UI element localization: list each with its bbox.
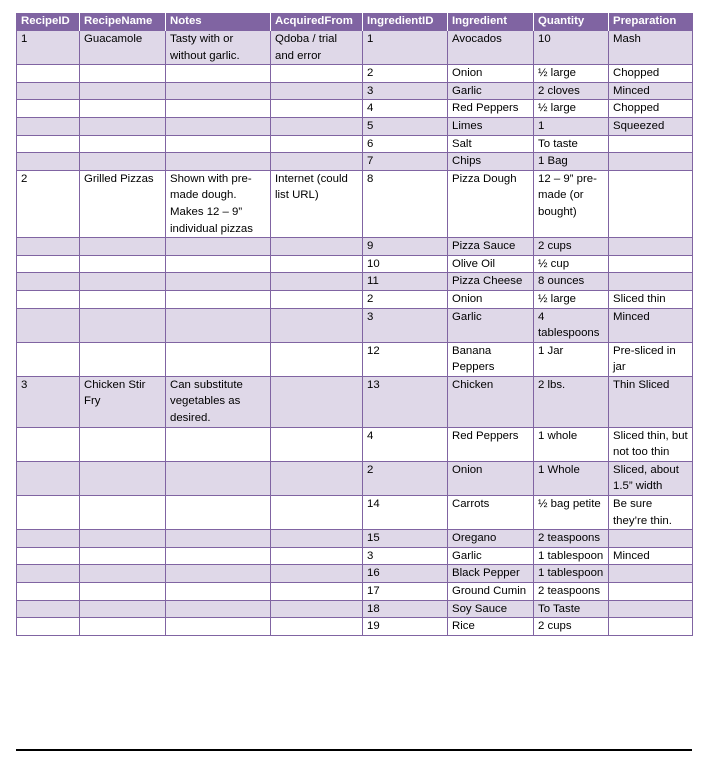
ingredient-cell: Ground Cumin <box>448 583 534 601</box>
notes-cell <box>166 427 271 461</box>
ingredient-cell: Banana Peppers <box>448 342 534 376</box>
recipe-name-cell <box>80 273 166 291</box>
notes-cell <box>166 530 271 548</box>
ingredient-cell: Soy Sauce <box>448 600 534 618</box>
quantity-cell: To taste <box>534 135 609 153</box>
ingredient-cell: Olive Oil <box>448 255 534 273</box>
recipe-name-cell <box>80 65 166 83</box>
ingredient-cell: Rice <box>448 618 534 636</box>
ingredient-id-cell: 5 <box>363 117 448 135</box>
acquired-from-cell <box>271 82 363 100</box>
header-notes: Notes <box>166 13 271 31</box>
preparation-cell: Sliced thin <box>609 290 693 308</box>
preparation-cell <box>609 255 693 273</box>
ingredient-id-cell: 6 <box>363 135 448 153</box>
recipe-name-cell <box>80 342 166 376</box>
preparation-cell: Sliced thin, but not too thin <box>609 427 693 461</box>
notes-cell <box>166 65 271 83</box>
recipe-id-cell <box>17 135 80 153</box>
ingredient-cell: Garlic <box>448 308 534 342</box>
table-row <box>17 255 693 273</box>
ingredient-id-cell: 14 <box>363 496 448 530</box>
recipe-name-cell <box>80 100 166 118</box>
quantity-cell: 4 tablespoons <box>534 308 609 342</box>
acquired-from-cell <box>271 530 363 548</box>
acquired-from-cell <box>271 600 363 618</box>
table-row <box>17 238 693 256</box>
quantity-cell: 8 ounces <box>534 273 609 291</box>
acquired-from-cell <box>271 153 363 171</box>
ingredient-id-cell: 3 <box>363 308 448 342</box>
quantity-cell: 10 <box>534 31 609 65</box>
ingredient-cell: Onion <box>448 290 534 308</box>
ingredient-id-cell: 13 <box>363 376 448 427</box>
recipe-name-cell <box>80 82 166 100</box>
ingredient-id-cell: 17 <box>363 583 448 601</box>
ingredient-cell: Pizza Sauce <box>448 238 534 256</box>
notes-cell <box>166 153 271 171</box>
header-ingredient: Ingredient <box>448 13 534 31</box>
quantity-cell: 1 Jar <box>534 342 609 376</box>
ingredient-cell: Red Peppers <box>448 100 534 118</box>
recipe-id-cell <box>17 82 80 100</box>
recipe-id-cell <box>17 427 80 461</box>
preparation-cell: Thin Sliced <box>609 376 693 427</box>
table-row <box>17 530 693 548</box>
header-row <box>17 13 693 31</box>
notes-cell <box>166 273 271 291</box>
preparation-cell <box>609 238 693 256</box>
quantity-cell: 12 – 9” pre-made (or bought) <box>534 170 609 237</box>
recipe-id-cell <box>17 583 80 601</box>
ingredient-cell: Black Pepper <box>448 565 534 583</box>
header-acquired-from: AcquiredFrom <box>271 13 363 31</box>
recipe-id-cell: 3 <box>17 376 80 427</box>
ingredient-id-cell: 16 <box>363 565 448 583</box>
recipe-name-cell <box>80 565 166 583</box>
quantity-cell: 2 cups <box>534 238 609 256</box>
ingredient-cell: Garlic <box>448 547 534 565</box>
acquired-from-cell <box>271 308 363 342</box>
table-row <box>17 565 693 583</box>
recipe-id-cell <box>17 238 80 256</box>
ingredient-cell: Onion <box>448 461 534 495</box>
notes-cell <box>166 100 271 118</box>
quantity-cell: 1 tablespoon <box>534 565 609 583</box>
ingredient-id-cell: 7 <box>363 153 448 171</box>
table-body <box>17 31 693 636</box>
ingredient-id-cell: 8 <box>363 170 448 237</box>
ingredient-id-cell: 1 <box>363 31 448 65</box>
notes-cell: Tasty with or without garlic. <box>166 31 271 65</box>
acquired-from-cell <box>271 547 363 565</box>
notes-cell <box>166 308 271 342</box>
recipe-name-cell <box>80 290 166 308</box>
notes-cell: Shown with pre-made dough. Makes 12 – 9” individual pizzas <box>166 170 271 237</box>
recipe-id-cell <box>17 496 80 530</box>
quantity-cell: 1 Whole <box>534 461 609 495</box>
notes-cell <box>166 600 271 618</box>
recipe-name-cell <box>80 255 166 273</box>
ingredient-id-cell: 10 <box>363 255 448 273</box>
notes-cell <box>166 583 271 601</box>
recipe-name-cell <box>80 117 166 135</box>
ingredient-cell: Oregano <box>448 530 534 548</box>
recipe-name-cell <box>80 308 166 342</box>
ingredient-id-cell: 9 <box>363 238 448 256</box>
ingredient-id-cell: 15 <box>363 530 448 548</box>
notes-cell <box>166 461 271 495</box>
acquired-from-cell <box>271 427 363 461</box>
quantity-cell: ½ bag petite <box>534 496 609 530</box>
page-bottom-rule <box>16 749 692 751</box>
preparation-cell: Be sure they’re thin. <box>609 496 693 530</box>
table-row <box>17 461 693 495</box>
preparation-cell <box>609 170 693 237</box>
header-ingredient-id: IngredientID <box>363 13 448 31</box>
table-row <box>17 583 693 601</box>
ingredient-id-cell: 4 <box>363 100 448 118</box>
notes-cell <box>166 496 271 530</box>
quantity-cell: ½ large <box>534 65 609 83</box>
acquired-from-cell <box>271 135 363 153</box>
acquired-from-cell <box>271 565 363 583</box>
recipe-id-cell <box>17 153 80 171</box>
ingredient-id-cell: 12 <box>363 342 448 376</box>
table-row <box>17 342 693 376</box>
header-preparation: Preparation <box>609 13 693 31</box>
table-row <box>17 496 693 530</box>
ingredient-id-cell: 2 <box>363 461 448 495</box>
acquired-from-cell <box>271 496 363 530</box>
table-row <box>17 65 693 83</box>
ingredient-id-cell: 3 <box>363 547 448 565</box>
ingredient-cell: Limes <box>448 117 534 135</box>
preparation-cell: Minced <box>609 82 693 100</box>
notes-cell <box>166 565 271 583</box>
recipe-name-cell <box>80 135 166 153</box>
quantity-cell: To Taste <box>534 600 609 618</box>
acquired-from-cell <box>271 273 363 291</box>
preparation-cell: Minced <box>609 308 693 342</box>
ingredient-cell: Red Peppers <box>448 427 534 461</box>
quantity-cell: 2 lbs. <box>534 376 609 427</box>
quantity-cell: 2 teaspoons <box>534 530 609 548</box>
recipe-id-cell: 1 <box>17 31 80 65</box>
notes-cell <box>166 82 271 100</box>
acquired-from-cell <box>271 461 363 495</box>
ingredient-id-cell: 3 <box>363 82 448 100</box>
recipe-id-cell <box>17 273 80 291</box>
quantity-cell: 2 teaspoons <box>534 583 609 601</box>
recipe-name-cell: Chicken Stir Fry <box>80 376 166 427</box>
recipe-ingredient-table <box>16 13 693 636</box>
quantity-cell: ½ large <box>534 100 609 118</box>
table-row <box>17 100 693 118</box>
table-row <box>17 376 693 427</box>
recipe-id-cell <box>17 255 80 273</box>
recipe-name-cell <box>80 238 166 256</box>
preparation-cell: Pre-sliced in jar <box>609 342 693 376</box>
table-row <box>17 290 693 308</box>
acquired-from-cell <box>271 255 363 273</box>
table-row <box>17 600 693 618</box>
notes-cell <box>166 618 271 636</box>
recipe-id-cell <box>17 117 80 135</box>
recipe-name-cell <box>80 547 166 565</box>
recipe-name-cell <box>80 496 166 530</box>
preparation-cell: Chopped <box>609 100 693 118</box>
recipe-name-cell <box>80 600 166 618</box>
preparation-cell <box>609 530 693 548</box>
table-row <box>17 547 693 565</box>
recipe-id-cell <box>17 530 80 548</box>
ingredient-cell: Onion <box>448 65 534 83</box>
recipe-id-cell <box>17 100 80 118</box>
table-row <box>17 135 693 153</box>
table-row <box>17 427 693 461</box>
table-row <box>17 82 693 100</box>
ingredient-cell: Carrots <box>448 496 534 530</box>
acquired-from-cell <box>271 65 363 83</box>
recipe-name-cell <box>80 153 166 171</box>
table-row <box>17 31 693 65</box>
recipe-id-cell <box>17 565 80 583</box>
recipe-id-cell <box>17 461 80 495</box>
quantity-cell: 2 cloves <box>534 82 609 100</box>
ingredient-id-cell: 2 <box>363 290 448 308</box>
notes-cell <box>166 255 271 273</box>
preparation-cell <box>609 618 693 636</box>
ingredient-cell: Garlic <box>448 82 534 100</box>
ingredient-cell: Salt <box>448 135 534 153</box>
acquired-from-cell <box>271 290 363 308</box>
preparation-cell <box>609 273 693 291</box>
recipe-name-cell <box>80 583 166 601</box>
table-row <box>17 170 693 237</box>
table-row <box>17 308 693 342</box>
preparation-cell <box>609 153 693 171</box>
ingredient-cell: Avocados <box>448 31 534 65</box>
table-row <box>17 618 693 636</box>
quantity-cell: 1 tablespoon <box>534 547 609 565</box>
acquired-from-cell: Qdoba / trial and error <box>271 31 363 65</box>
preparation-cell: Squeezed <box>609 117 693 135</box>
preparation-cell: Chopped <box>609 65 693 83</box>
ingredient-id-cell: 19 <box>363 618 448 636</box>
ingredient-id-cell: 4 <box>363 427 448 461</box>
acquired-from-cell: Internet (could list URL) <box>271 170 363 237</box>
preparation-cell <box>609 565 693 583</box>
preparation-cell <box>609 600 693 618</box>
ingredient-id-cell: 11 <box>363 273 448 291</box>
recipe-name-cell <box>80 618 166 636</box>
preparation-cell <box>609 583 693 601</box>
notes-cell <box>166 135 271 153</box>
recipe-name-cell: Grilled Pizzas <box>80 170 166 237</box>
table-row <box>17 117 693 135</box>
notes-cell <box>166 238 271 256</box>
notes-cell <box>166 117 271 135</box>
header-recipe-id: RecipeID <box>17 13 80 31</box>
recipe-id-cell <box>17 600 80 618</box>
notes-cell <box>166 342 271 376</box>
recipe-id-cell <box>17 342 80 376</box>
ingredient-id-cell: 2 <box>363 65 448 83</box>
quantity-cell: ½ large <box>534 290 609 308</box>
header-recipe-name: RecipeName <box>80 13 166 31</box>
recipe-name-cell: Guacamole <box>80 31 166 65</box>
ingredient-cell: Pizza Dough <box>448 170 534 237</box>
preparation-cell: Sliced, about 1.5” width <box>609 461 693 495</box>
acquired-from-cell <box>271 618 363 636</box>
quantity-cell: ½ cup <box>534 255 609 273</box>
preparation-cell: Minced <box>609 547 693 565</box>
table-row <box>17 273 693 291</box>
acquired-from-cell <box>271 342 363 376</box>
acquired-from-cell <box>271 238 363 256</box>
ingredient-cell: Chicken <box>448 376 534 427</box>
ingredient-cell: Pizza Cheese <box>448 273 534 291</box>
recipe-id-cell <box>17 547 80 565</box>
notes-cell <box>166 547 271 565</box>
quantity-cell: 1 whole <box>534 427 609 461</box>
table-row <box>17 153 693 171</box>
recipe-id-cell <box>17 65 80 83</box>
preparation-cell: Mash <box>609 31 693 65</box>
acquired-from-cell <box>271 376 363 427</box>
recipe-name-cell <box>80 427 166 461</box>
acquired-from-cell <box>271 117 363 135</box>
recipe-id-cell: 2 <box>17 170 80 237</box>
notes-cell: Can substitute vegetables as desired. <box>166 376 271 427</box>
recipe-id-cell <box>17 618 80 636</box>
quantity-cell: 2 cups <box>534 618 609 636</box>
acquired-from-cell <box>271 100 363 118</box>
recipe-name-cell <box>80 530 166 548</box>
preparation-cell <box>609 135 693 153</box>
quantity-cell: 1 Bag <box>534 153 609 171</box>
header-quantity: Quantity <box>534 13 609 31</box>
recipe-id-cell <box>17 308 80 342</box>
ingredient-cell: Chips <box>448 153 534 171</box>
quantity-cell: 1 <box>534 117 609 135</box>
recipe-name-cell <box>80 461 166 495</box>
acquired-from-cell <box>271 583 363 601</box>
notes-cell <box>166 290 271 308</box>
ingredient-id-cell: 18 <box>363 600 448 618</box>
recipe-id-cell <box>17 290 80 308</box>
